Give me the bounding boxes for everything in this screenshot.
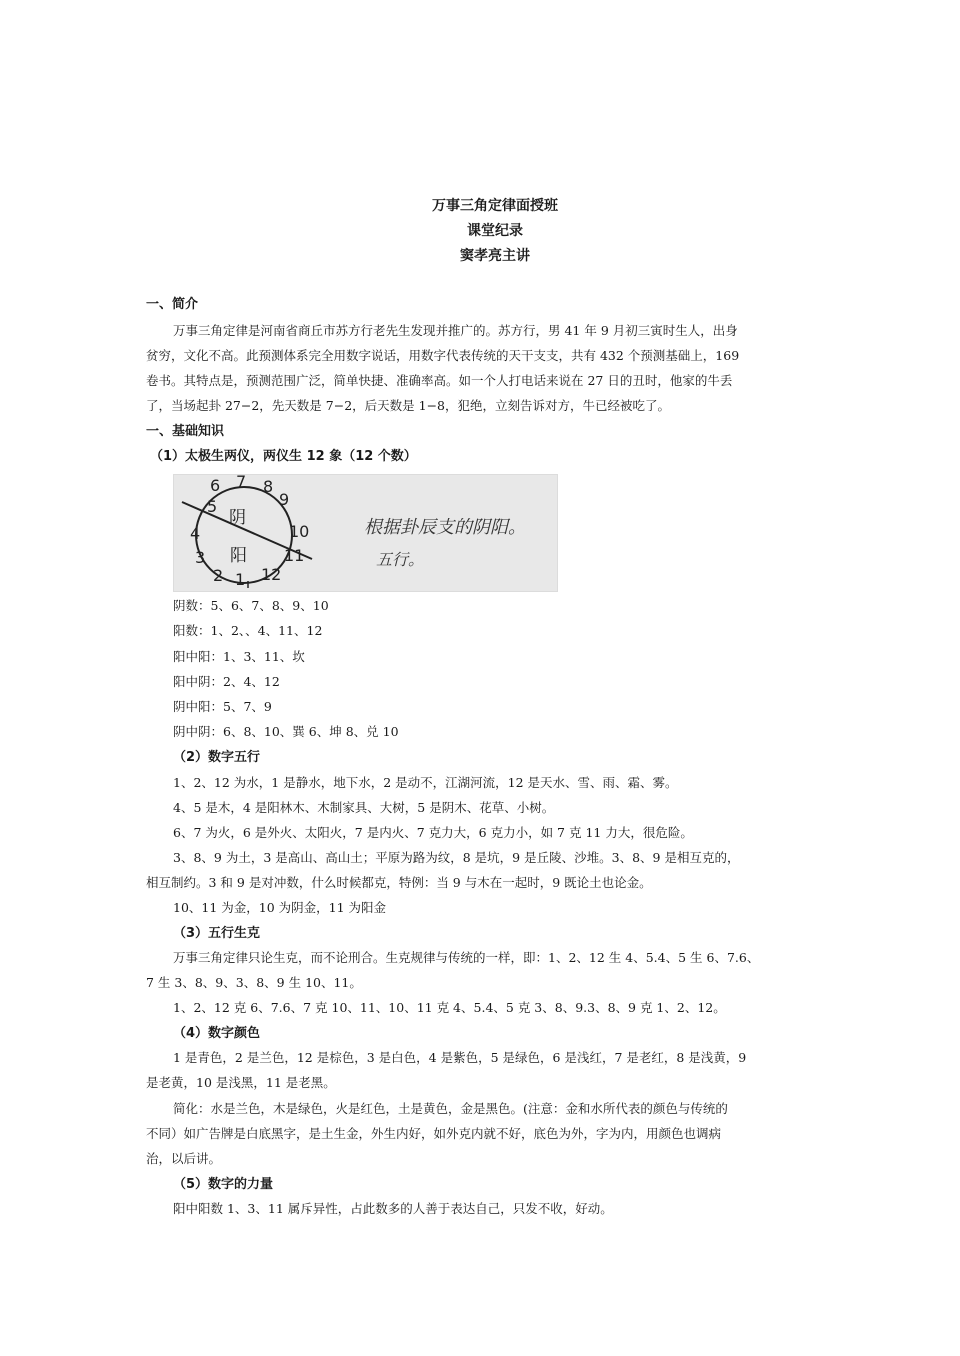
list-item: 阳中阳：1、3、11、坎 — [173, 649, 305, 664]
section-heading-intro: 一、简介 — [146, 297, 199, 312]
paragraph-line: 卷书。其特点是，预测范围广泛，简单快捷、准确率高。如一个人打电话来说在 27 日的丑时，他家的牛丢 — [146, 373, 733, 388]
circle-number: 10 — [289, 522, 310, 541]
paragraph-line: 了，当场起卦 27−2，先天数是 7−2，后天数是 1−8，犯绝，立刻告诉对方，牛已经被吃了。 — [146, 398, 671, 413]
section-heading-basics: 一、基础知识 — [146, 424, 225, 439]
paragraph-line: 简化：水是兰色，木是绿色，火是红色，土是黄色，金是黑色。(注意：金和水所代表的颜色与传统的 — [173, 1101, 728, 1116]
circle-number: 3 — [195, 548, 206, 567]
paragraph-line: 10、11 为金，10 为阴金，11 为阳金 — [173, 900, 387, 915]
paragraph-line: 万事三角定律只论生克，而不论刑合。生克规律与传统的一样，即：1、2、12 生 4、5.4、5 生 6、7.6、 — [173, 950, 760, 965]
paragraph-line: 是老黄，10 是浅黑，11 是老黑。 — [146, 1075, 336, 1090]
circle-number: 8 — [263, 477, 274, 496]
subsection-heading-1: （1）太极生两仪，两仪生 12 象（12 个数） — [150, 449, 417, 464]
circle-number: 6 — [210, 476, 221, 495]
subsection-heading-3: （3）五行生克 — [173, 926, 261, 941]
handwritten-note: 五行。 — [376, 550, 425, 569]
paragraph-line: 7 生 3、8、9、3、8、9 生 10、11。 — [146, 975, 362, 990]
handwritten-diagram — [173, 474, 558, 592]
list-item: 阳中阴：2、4、12 — [173, 674, 280, 689]
paragraph-line: 贫穷，文化不高。此预测体系完全用数字说话，用数字代表传统的天干支支，共有 432 个预测基础上，169 — [146, 348, 740, 363]
paragraph-line: 治，以后讲。 — [146, 1151, 222, 1166]
list-item: 阴中阴：6、8、10、巽 6、坤 8、兑 10 — [173, 724, 399, 739]
document-subtitle: 课堂纪录 — [467, 223, 523, 239]
paragraph-line: 1、2、12 克 6、7.6、7 克 10、11、10、11 克 4、5.4、5 克 3、8、9.3、8、9 克 1、2、12。 — [173, 1000, 726, 1015]
paragraph-line: 相互制约。3 和 9 是对冲数，什么时候都克，特例：当 9 与木在一起时，9 既论土也论金。 — [146, 875, 652, 890]
subsection-heading-5: （5）数字的力量 — [173, 1177, 274, 1192]
paragraph-line: 阳中阳数 1、3、11 属斥异性，占此数多的人善于表达自己，只发不收，好动。 — [173, 1201, 613, 1216]
circle-number: 5 — [207, 497, 218, 516]
list-item: 阴中阳：5、7、9 — [173, 699, 272, 714]
list-item: 阳数：1、2、、4、11、12 — [173, 623, 323, 638]
circle-number: 9 — [279, 490, 290, 509]
handwritten-note: 根据卦辰支的阴阳。 — [364, 517, 526, 538]
paragraph-line: 4、5 是木，4 是阳林木、木制家具、大树，5 是阴木、花草、小树。 — [173, 800, 555, 815]
paragraph-line: 不同）如广告牌是白底黑字，是土生金，外生内好，如外克内就不好，底色为外，字为内，用颜色也调病 — [146, 1126, 722, 1141]
paragraph-line: 1 是青色，2 是兰色，12 是棕色，3 是白色，4 是紫色，5 是绿色，6 是浅红，7 是老红，8 是浅黄，9 — [173, 1050, 747, 1065]
circle-number: 1 — [235, 570, 246, 589]
paragraph-line: 1、2、12 为水，1 是静水，地下水，2 是动不，江湖河流，12 是天水、雪、雨、霜、雾。 — [173, 775, 678, 790]
circle-number: 4 — [190, 524, 201, 543]
paragraph-line: 3、8、9 为土，3 是高山、高山土；平原为路为纹，8 是坑，9 是丘陵、沙堆。3、8、9 是相互克的， — [173, 850, 740, 865]
subsection-heading-4: （4）数字颜色 — [173, 1026, 261, 1041]
circle-number: 7 — [236, 475, 247, 491]
document-author: 窦孝亮主讲 — [460, 248, 530, 264]
document-title: 万事三角定律面授班 — [432, 198, 558, 214]
yin-label: 阴 — [229, 508, 246, 528]
paragraph-line: 万事三角定律是河南省商丘市苏方行老先生发现并推广的。苏方行，男 41 年 9 月初三寅时生人，出身 — [173, 323, 738, 338]
list-item: 阴数：5、6、7、8、9、10 — [173, 598, 329, 613]
subsection-heading-2: （2）数字五行 — [173, 750, 261, 765]
circle-number: 11 — [284, 546, 305, 565]
circle-number: 2 — [213, 566, 224, 585]
yang-label: 阳 — [230, 546, 247, 566]
paragraph-line: 6、7 为火，6 是外火、太阳火，7 是内火、7 克力大，6 克力小，如 7 克 11 力大，很危险。 — [173, 825, 693, 840]
circle-number: 12 — [261, 565, 282, 584]
